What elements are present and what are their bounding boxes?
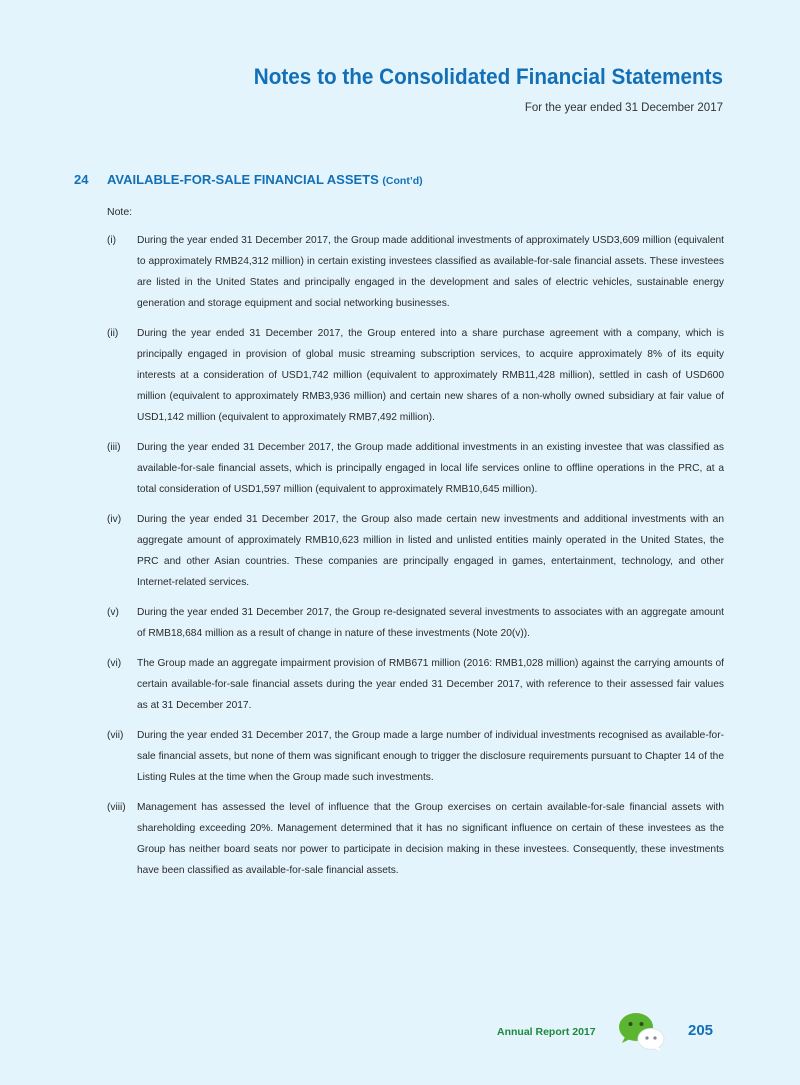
note-text: During the year ended 31 December 2017, the Group re-designated several investments to associates with an aggregate amount of RMB18,684 million as a result of change in nature of these investments (Note 20(v)). (137, 607, 724, 639)
note-item (107, 797, 724, 881)
note-item (107, 653, 724, 716)
section-heading (74, 172, 423, 187)
section-number: 24 (74, 172, 89, 187)
page-title: Notes to the Consolidated Financial Statements (253, 64, 723, 89)
page-number: 205 (688, 1022, 714, 1039)
note-text: During the year ended 31 December 2017, the Group also made certain new investments and additional investments with an aggregate amount of approximately RMB10,623 million in listed and unlisted entities mainly operated in the United States, the PRC and other Asian countries. These companies are principally engaged in games, entertainment, technology, and other Internet-related services. (137, 514, 724, 588)
section-title: AVAILABLE-FOR-SALE FINANCIAL ASSETS (107, 172, 379, 187)
note-marker: (vi) (107, 658, 122, 669)
note-text: During the year ended 31 December 2017, the Group entered into a share purchase agreement with a company, which is principally engaged in provision of global music streaming subscription services, to acquire approximately 8% of its equity interests at a consideration of USD1,742 million (equivalent to approximately RMB11,428 million), settled in cash of USD600 million (equivalent to approximately RMB3,936 million) and certain new shares of a non-wholly owned subsidiary at fair value of USD1,142 million (equivalent to approximately RMB7,492 million). (137, 328, 724, 423)
note-text: During the year ended 31 December 2017, the Group made a large number of individual investments recognised as available-for-sale financial assets, but none of them was significant enough to trigger the disclosure requirements pursuant to Chapter 14 of the Listing Rules at the time when the Group made such investments. (137, 730, 724, 783)
note-text: During the year ended 31 December 2017, the Group made additional investments in an existing investee that was classified as available-for-sale financial assets, which is principally engaged in local life services online to offline operations in the PRC, at a total consideration of USD1,597 million (equivalent to approximately RMB10,645 million). (137, 442, 724, 495)
note-text: Management has assessed the level of influence that the Group exercises on certain available-for-sale financial assets with shareholding exceeding 20%. Management determined that it has no significant influence on certain of these investees as the Group has neither board seats nor power to participate in decision making in these investees. Consequently, these investments have been classified as available-for-sale financial assets. (137, 802, 724, 876)
wechat-logo-icon (615, 1010, 671, 1052)
note-marker: (iv) (107, 514, 122, 525)
note-text: During the year ended 31 December 2017, the Group made additional investments of approximately USD3,609 million (equivalent to approximately RMB24,312 million) in certain existing investees classified as available-for-sale financial assets. These investees are listed in the United States and principally engaged in the development and sales of electric vehicles, sustainable energy generation and storage equipment and social networking businesses. (137, 235, 724, 309)
note-item (107, 509, 724, 593)
note-text: The Group made an aggregate impairment provision of RMB671 million (2016: RMB1,028 million) against the carrying amounts of certain available-for-sale financial assets during the year ended 31 December 2017, with reference to their assessed fair values as at 31 December 2017. (137, 658, 724, 711)
note-marker: (i) (107, 235, 117, 246)
note-item (107, 230, 724, 314)
note-item (107, 437, 724, 500)
note-marker: (vii) (107, 730, 124, 741)
notes-list (107, 230, 724, 890)
note-item (107, 602, 724, 644)
note-marker: (iii) (107, 442, 121, 453)
annual-report-label: Annual Report 2017 (497, 1026, 596, 1038)
section-suffix: (Cont’d) (382, 175, 423, 187)
note-marker: (v) (107, 607, 119, 618)
note-item (107, 323, 724, 428)
note-marker: (ii) (107, 328, 119, 339)
note-item (107, 725, 724, 788)
note-marker: (viii) (107, 802, 126, 813)
note-label: Note: (107, 206, 133, 218)
page-subtitle: For the year ended 31 December 2017 (524, 102, 723, 114)
